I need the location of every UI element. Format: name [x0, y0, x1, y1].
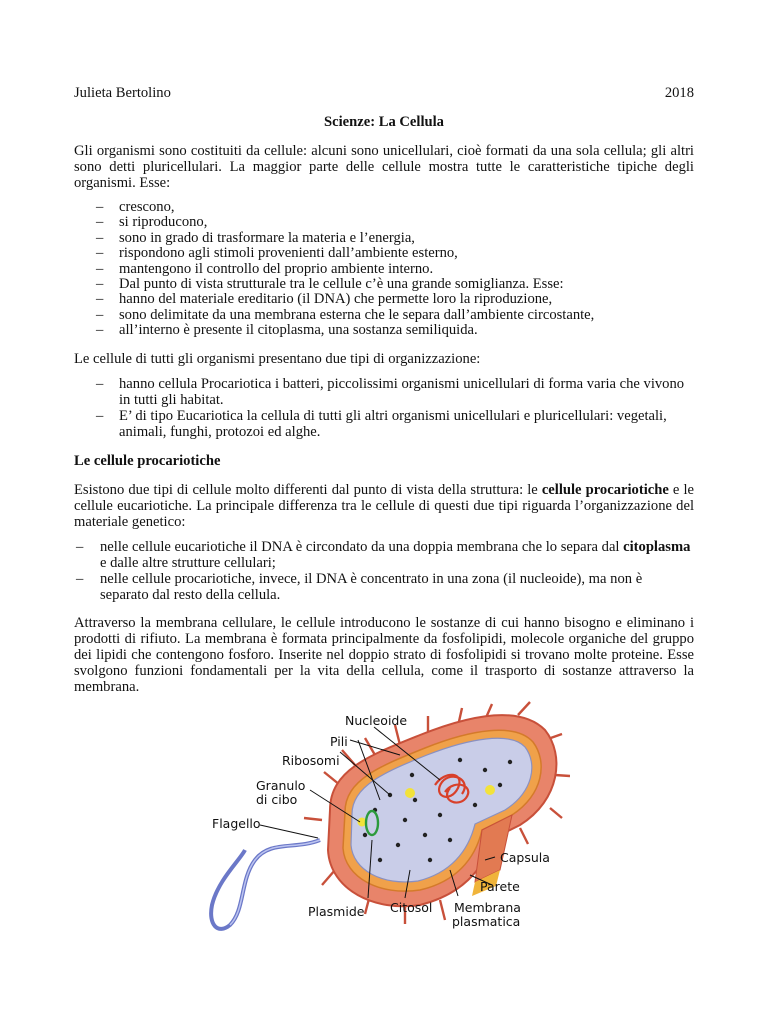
text-span: Esistono due tipi di cellule molto differenti dal punto di vista della struttura: le — [74, 481, 542, 498]
label-parete: Parete — [480, 879, 520, 894]
label-flagello: Flagello — [212, 816, 261, 831]
text-span: e dalle altre strutture cellulari; — [100, 554, 276, 571]
list-item: – rispondono agli stimoli provenienti dall’ambiente esterno, — [74, 246, 694, 261]
intro-paragraph: Gli organismi sono costituiti da cellule: alcuni sono unicellulari, cioè formati da una sola cellula; gli altri sono detti pluricellulari. La maggior parte delle cellule mostra tutte le caratteristiche tipiche degli organismi. Esse: — [74, 143, 694, 191]
list-item: – nelle cellule procariotiche, invece, il DNA è concentrato in una zona (il nucleoide), ma non è separato dal resto della cellula. — [74, 571, 694, 603]
document-page — [74, 84, 694, 695]
label-capsula: Capsula — [500, 850, 550, 865]
list-item: – sono in grado di trasformare la materia e l’energia, — [74, 231, 694, 246]
features-list — [74, 200, 694, 339]
organization-list — [74, 376, 694, 440]
label-membrana-1: Membrana — [454, 900, 521, 915]
label-membrana-2: plasmatica — [452, 914, 521, 929]
page-title: Scienze: La Cellula — [324, 114, 444, 130]
list-item: – E’ di tipo Eucariotica la cellula di tutti gli altri organismi unicellulari e pluricellulari: vegetali, animali, funghi, protozoi ed alghe. — [74, 408, 694, 440]
list-item: – Dal punto di vista strutturale tra le cellule c’è una grande somiglianza. Esse: — [74, 277, 694, 292]
food-granule — [405, 788, 415, 798]
list-item: – crescono, — [74, 200, 694, 215]
bold-term: citoplasma — [623, 538, 691, 555]
text-span: nelle cellule eucariotiche il DNA è circondato da una doppia membrana che lo separa dal — [100, 538, 624, 555]
list-item: – sono delimitate da una membrana esterna che le separa dall’ambiente circostante, — [74, 308, 694, 323]
label-ribosomi: Ribosomi — [282, 753, 340, 768]
list-item: – si riproducono, — [74, 215, 694, 230]
prokaryotic-cell-diagram — [200, 700, 570, 940]
list-item: – hanno cellula Procariotica i batteri, piccolissimi organismi unicellulari di forma varia che vivono in tutti gli habitat. — [74, 376, 694, 408]
food-granule — [485, 785, 495, 795]
document-year: 2018 — [664, 85, 694, 101]
label-citosol: Citosol — [390, 900, 433, 915]
structure-paragraph — [74, 482, 694, 530]
text-span: e le cellule eucariotiche. La principale differenza tra le cellule di questi due tipi riguarda l’organizzazione del materiale genetico: — [74, 481, 694, 530]
label-granulo-1: Granulo — [256, 778, 306, 793]
label-plasmide: Plasmide — [308, 904, 365, 919]
label-pili: Pili — [330, 734, 348, 749]
list-item — [74, 539, 694, 571]
list-item: – hanno del materiale ereditario (il DNA) che permette loro la riproduzione, — [74, 292, 694, 307]
list-item: – mantengono il controllo del proprio ambiente interno. — [74, 262, 694, 277]
organization-intro: Le cellule di tutti gli organismi presentano due tipi di organizzazione: — [74, 350, 481, 367]
dna-list — [74, 539, 694, 603]
bold-term: cellule procariotiche — [541, 481, 669, 498]
label-nucleoide: Nucleoide — [345, 713, 408, 728]
list-item: – all’interno è presente il citoplasma, una sostanza semiliquida. — [74, 323, 694, 338]
author-name: Julieta Bertolino — [74, 85, 171, 101]
label-granulo-2: di cibo — [256, 792, 298, 807]
section-heading: Le cellule procariotiche — [74, 452, 221, 469]
membrane-paragraph: Attraverso la membrana cellulare, le cellule introducono le sostanze di cui hanno bisogno e eliminano i prodotti di rifiuto. La membrana è formata principalmente da fosfolipidi, molecole organiche del gruppo dei lipidi che contengono fosforo. Inserite nel doppio strato di fosfolipidi si trovano molte proteine. Esse svolgono funzioni fondamentali per la vita della cellula, come il trasporto di sostanze attraverso la membrana. — [74, 614, 694, 695]
flagellum — [211, 840, 320, 929]
header — [74, 84, 694, 102]
